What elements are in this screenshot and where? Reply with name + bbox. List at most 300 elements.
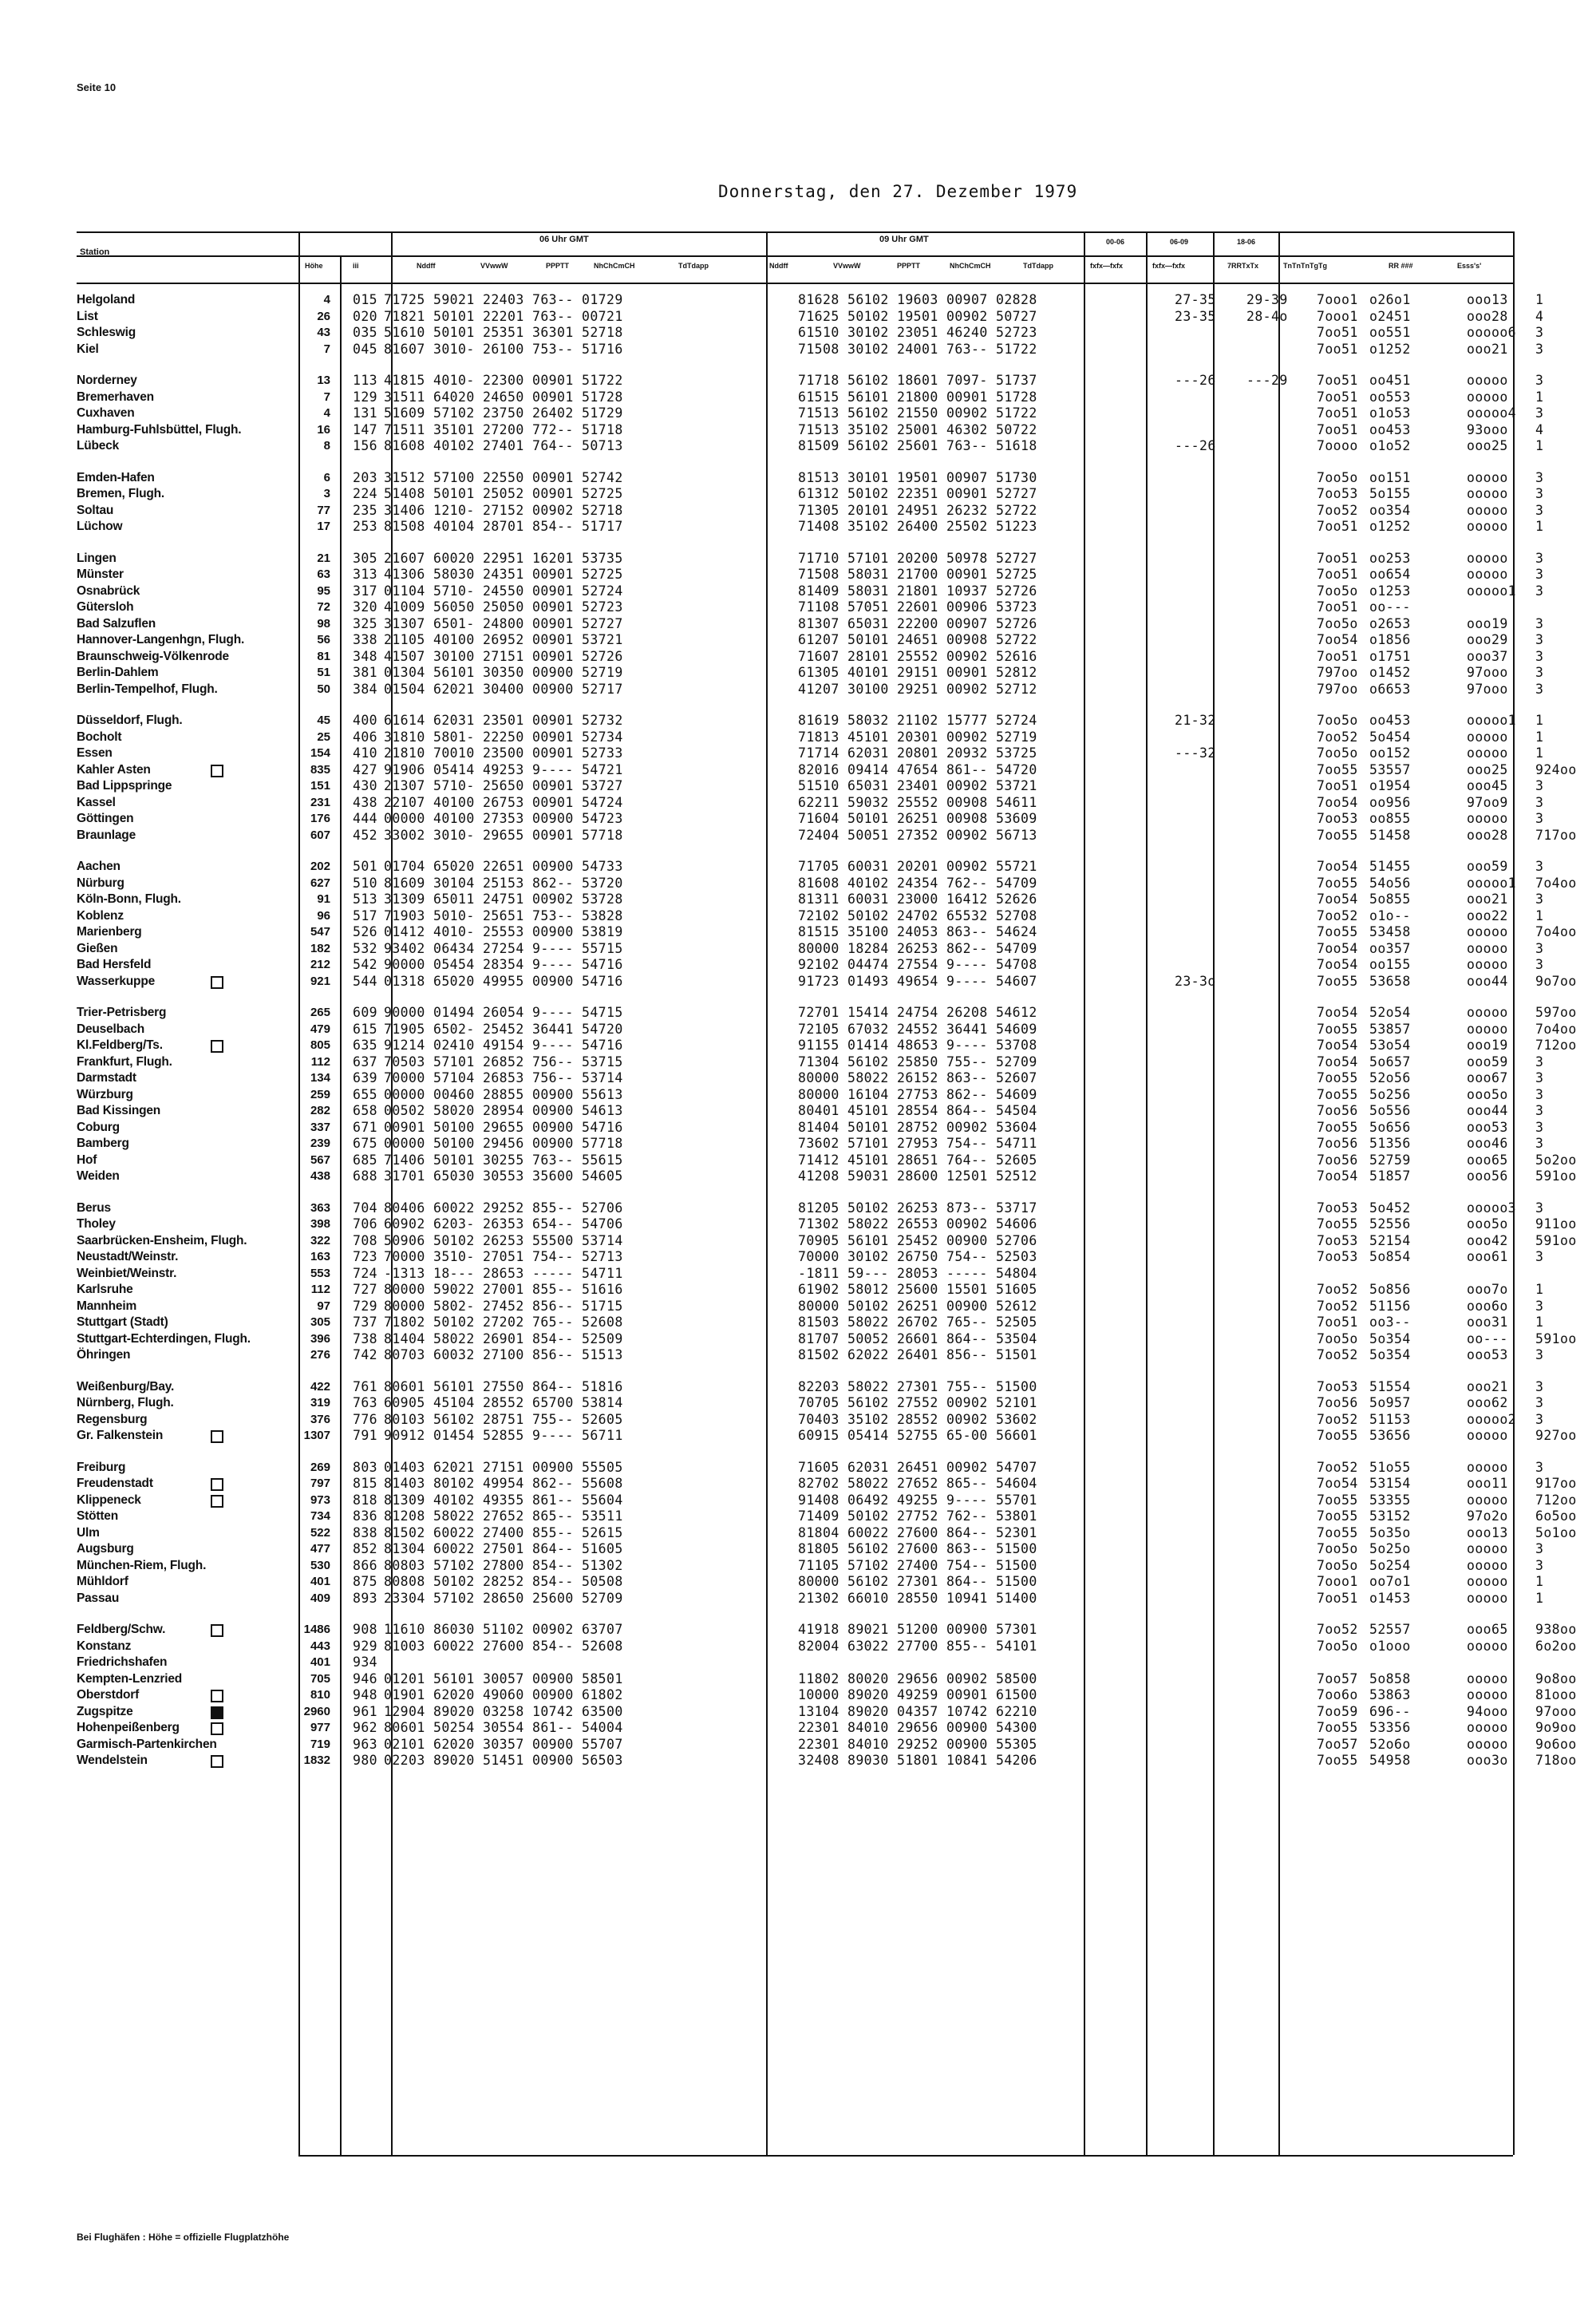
rr-value: ooo5o <box>1467 1216 1508 1232</box>
table-row <box>77 1005 1577 1022</box>
rr-18-06: 7oo5o <box>1317 1638 1358 1654</box>
rr-value: ooooo1 <box>1467 583 1517 599</box>
table-row <box>77 1330 1577 1348</box>
obs-09: 81307 65031 22200 00907 52726 <box>798 615 1037 631</box>
obs-06: 60902 6203- 26353 654-- 54706 <box>384 1216 623 1232</box>
obs-06: 00901 50100 29655 00900 54716 <box>384 1119 623 1135</box>
header-06-ppptt: PPPTT <box>546 262 570 270</box>
snow-value: 3 <box>1535 778 1544 793</box>
tn-tg: o1o53 <box>1369 405 1411 421</box>
table-row <box>77 632 1544 649</box>
table-row <box>77 1670 1577 1688</box>
obs-06: 01704 65020 22651 00900 54733 <box>384 859 623 874</box>
synop-index: 893 <box>353 1590 378 1606</box>
obs-06: 00000 50100 29456 00900 57718 <box>384 1136 623 1151</box>
tn-tg: 696-- <box>1369 1703 1411 1719</box>
rr-18-06: 7oo55 <box>1317 1086 1358 1102</box>
obs-09: 73602 57101 27953 754-- 54711 <box>798 1136 1037 1151</box>
table-row <box>77 550 1544 567</box>
rr-18-06: 7oo55 <box>1317 1216 1358 1232</box>
station-height: 401 <box>310 1575 330 1588</box>
table-row <box>77 924 1577 941</box>
rr-value: ooo21 <box>1467 892 1508 907</box>
tn-tg: 5o656 <box>1369 1119 1411 1135</box>
station-name: München-Riem, Flugh. <box>77 1558 207 1572</box>
obs-06: 71406 50101 30255 763-- 55615 <box>384 1152 623 1168</box>
fxfx-06-09: ---29 <box>1246 373 1288 388</box>
rr-18-06: 7oo52 <box>1317 1622 1358 1637</box>
snow-value: 712oo <box>1535 1492 1577 1508</box>
obs-06: 81309 40102 49355 861-- 55604 <box>384 1492 623 1508</box>
obs-06: 21607 60020 22951 16201 53735 <box>384 550 623 566</box>
station-name: Freiburg <box>77 1460 126 1474</box>
obs-09: 41918 89021 51200 00900 57301 <box>798 1622 1037 1637</box>
obs-09: 81503 58022 26702 765-- 52505 <box>798 1315 1037 1330</box>
square-icon <box>211 1495 223 1508</box>
obs-06: 80000 59022 27001 855-- 51616 <box>384 1282 623 1297</box>
obs-09: 91723 01493 49654 9---- 54607 <box>798 973 1037 989</box>
rr-18-06: 7oo57 <box>1317 1736 1358 1752</box>
obs-06: 00502 58020 28954 00900 54613 <box>384 1103 623 1118</box>
snow-value: 3 <box>1535 1347 1544 1362</box>
rr-18-06: 7oo5o <box>1317 615 1358 631</box>
station-name: Bremerhaven <box>77 389 154 404</box>
rr-18-06: 7oo52 <box>1317 1347 1358 1362</box>
synop-index: 384 <box>353 681 378 697</box>
table-row <box>77 1459 1544 1477</box>
table-row <box>77 875 1577 892</box>
snow-value: 3 <box>1535 1395 1544 1410</box>
synop-index: 688 <box>353 1168 378 1184</box>
rr-18-06: 7oo55 <box>1317 1070 1358 1085</box>
snow-value: 6o5oo <box>1535 1508 1577 1524</box>
station-height: 4 <box>323 406 330 420</box>
obs-06: 01403 62021 27151 00900 55505 <box>384 1459 623 1475</box>
rr-value: ooooo <box>1467 1459 1508 1475</box>
station-height: 282 <box>310 1104 330 1117</box>
tn-tg: oo253 <box>1369 550 1411 566</box>
obs-09: -1811 59--- 28053 ----- 54804 <box>798 1265 1037 1281</box>
obs-09: 70000 30102 26750 754-- 52503 <box>798 1249 1037 1264</box>
station-height: 3 <box>323 487 330 500</box>
snow-value: 3 <box>1535 681 1544 697</box>
rr-value: ooooo <box>1467 1670 1508 1686</box>
synop-index: 452 <box>353 827 378 843</box>
obs-06: 81003 60022 27600 854-- 52608 <box>384 1638 623 1654</box>
tn-tg: 52557 <box>1369 1622 1411 1637</box>
header-09-gmt: 09 Uhr GMT <box>879 235 929 244</box>
snow-value: 3 <box>1535 325 1544 340</box>
obs-09: 81628 56102 19603 00907 02828 <box>798 292 1037 307</box>
synop-index: 015 <box>353 292 378 307</box>
obs-09: 71605 62031 26451 00902 54707 <box>798 1459 1037 1475</box>
table-row <box>77 1216 1577 1233</box>
snow-value: 3 <box>1535 567 1544 582</box>
table-row <box>77 469 1544 487</box>
station-name: Friedrichshafen <box>77 1655 168 1669</box>
table-row <box>77 1103 1544 1120</box>
rr-18-06: 7oo53 <box>1317 1249 1358 1264</box>
snow-value: 3 <box>1535 1378 1544 1394</box>
station-height: 7 <box>323 389 330 404</box>
station-name: Norderney <box>77 374 137 387</box>
obs-09: 91408 06492 49255 9---- 55701 <box>798 1492 1037 1508</box>
station-name: Marienberg <box>77 925 142 939</box>
obs-09: 71710 57101 20200 50978 52727 <box>798 550 1037 566</box>
obs-09: 80000 58022 26152 863-- 52607 <box>798 1070 1037 1085</box>
snow-value: 3 <box>1535 486 1544 501</box>
fxfx-00-06: 23-3o <box>1175 973 1216 989</box>
obs-06: 01304 56101 30350 00900 52719 <box>384 665 623 680</box>
square-icon <box>211 1722 223 1735</box>
header-06-vvwww: VVwwW <box>480 262 508 270</box>
obs-09: 80000 50102 26251 00900 52612 <box>798 1298 1037 1314</box>
station-height: 43 <box>317 326 330 339</box>
obs-09: 81502 62022 26401 856-- 51501 <box>798 1347 1037 1362</box>
table-row <box>77 1541 1544 1558</box>
synop-index: 658 <box>353 1103 378 1118</box>
table-row <box>77 486 1544 503</box>
tn-tg: 52o56 <box>1369 1070 1411 1085</box>
rr-value: ooooo1 <box>1467 713 1517 728</box>
obs-09: 61515 56101 21800 00901 51728 <box>798 389 1037 405</box>
station-height: 797 <box>310 1477 330 1490</box>
obs-06: 90912 01454 52855 9---- 56711 <box>384 1428 623 1443</box>
station-name: Essen <box>77 746 113 760</box>
tn-tg: o2653 <box>1369 615 1411 631</box>
rr-18-06: 7oo52 <box>1317 1459 1358 1475</box>
table-row <box>77 1136 1544 1152</box>
station-name: Würzburg <box>77 1087 133 1101</box>
obs-06: 80000 5802- 27452 856-- 51715 <box>384 1298 623 1314</box>
station-height: 63 <box>317 567 330 581</box>
synop-index: 908 <box>353 1622 378 1637</box>
station-name: Stuttgart (Stadt) <box>77 1315 168 1329</box>
obs-09: 41208 59031 28600 12501 52512 <box>798 1168 1037 1184</box>
obs-06: 91214 02410 49154 9---- 54716 <box>384 1038 623 1053</box>
snow-value: 3 <box>1535 1054 1544 1069</box>
synop-index: 706 <box>353 1216 378 1232</box>
tn-tg: o1954 <box>1369 778 1411 793</box>
station-height: 269 <box>310 1460 330 1474</box>
obs-09: 81619 58032 21102 15777 52724 <box>798 713 1037 728</box>
tn-tg: 53656 <box>1369 1428 1411 1443</box>
synop-index: 963 <box>353 1736 378 1752</box>
obs-09: 81515 35100 24053 863-- 54624 <box>798 924 1037 939</box>
synop-index: 852 <box>353 1541 378 1556</box>
station-name: Berlin-Dahlem <box>77 666 159 679</box>
header-09-vvwww: VVwwW <box>833 262 861 270</box>
synop-index: 129 <box>353 389 378 405</box>
rr-value: ooo6o <box>1467 1298 1508 1314</box>
synop-index: 875 <box>353 1574 378 1589</box>
station-height: 259 <box>310 1087 330 1101</box>
tn-tg: o6653 <box>1369 681 1411 697</box>
table-row <box>77 1152 1577 1169</box>
rr-18-06: 7oo54 <box>1317 1476 1358 1491</box>
rr-18-06: 797oo <box>1317 681 1358 697</box>
tn-tg: o1253 <box>1369 583 1411 599</box>
table-row <box>77 1086 1544 1104</box>
fxfx-06-09: 28-4o <box>1246 308 1288 324</box>
synop-index: 609 <box>353 1005 378 1020</box>
rr-18-06: 797oo <box>1317 665 1358 680</box>
obs-09: 82203 58022 27301 755-- 51500 <box>798 1378 1037 1394</box>
synop-index: 803 <box>353 1459 378 1475</box>
station-name: Wasserkuppe <box>77 974 156 988</box>
table-row <box>77 1687 1577 1704</box>
station-group <box>77 1622 1577 1769</box>
rr-18-06: 7oo54 <box>1317 632 1358 647</box>
obs-06: 01901 62020 49060 00900 61802 <box>384 1687 623 1702</box>
snow-value: 3 <box>1535 1200 1544 1216</box>
tn-tg: oo155 <box>1369 957 1411 972</box>
station-name: Augsburg <box>77 1542 134 1556</box>
obs-06: 23304 57102 28650 25600 52709 <box>384 1590 623 1606</box>
snow-value: 3 <box>1535 1249 1544 1264</box>
station-height: 530 <box>310 1558 330 1572</box>
filled-square-icon <box>211 1706 223 1719</box>
obs-06: 41815 4010- 22300 00901 51722 <box>384 373 623 388</box>
synop-index: 761 <box>353 1378 378 1394</box>
station-height: 553 <box>310 1266 330 1280</box>
table-row <box>77 1298 1544 1315</box>
snow-value: 1 <box>1535 745 1544 761</box>
obs-09: 72701 15414 24754 26208 54612 <box>798 1005 1037 1020</box>
station-height: 398 <box>310 1217 330 1231</box>
obs-09: 71714 62031 20801 20932 53725 <box>798 745 1037 761</box>
obs-09: 71508 58031 21700 00901 52725 <box>798 567 1037 582</box>
station-height: 401 <box>310 1655 330 1669</box>
station-group <box>77 550 1544 698</box>
snow-value: 1 <box>1535 907 1544 923</box>
obs-09: 71513 35102 25001 46302 50722 <box>798 421 1037 437</box>
rr-18-06: 7oo54 <box>1317 1168 1358 1184</box>
tn-tg: 5o556 <box>1369 1103 1411 1118</box>
obs-09: 61305 40101 29151 00901 52812 <box>798 665 1037 680</box>
header-06-09: 06-09 <box>1170 238 1189 246</box>
obs-06: 31307 6501- 24800 00901 52727 <box>384 615 623 631</box>
station-height: 231 <box>310 795 330 809</box>
snow-value: 3 <box>1535 794 1544 810</box>
rr-18-06: 7oo55 <box>1317 875 1358 891</box>
synop-index: 791 <box>353 1428 378 1443</box>
station-height: 705 <box>310 1671 330 1686</box>
table-row <box>77 957 1544 974</box>
rr-value: ooooo <box>1467 811 1508 826</box>
station-name: Aachen <box>77 860 120 873</box>
snow-value: 3 <box>1535 550 1544 566</box>
obs-09: 71304 56102 25850 755-- 52709 <box>798 1054 1037 1069</box>
synop-index: 815 <box>353 1476 378 1491</box>
table-row <box>77 1347 1544 1364</box>
synop-index: 513 <box>353 892 378 907</box>
tn-tg: o1453 <box>1369 1590 1411 1606</box>
rr-18-06: 7oo54 <box>1317 940 1358 956</box>
obs-06: 70503 57101 26852 756-- 53715 <box>384 1054 623 1069</box>
snow-value: 3 <box>1535 1541 1544 1556</box>
rr-value: ooo44 <box>1467 1103 1508 1118</box>
station-name: Berus <box>77 1200 111 1215</box>
rr-18-06: 7oo55 <box>1317 827 1358 843</box>
synop-index: 639 <box>353 1070 378 1085</box>
synop-index: 305 <box>353 550 378 566</box>
obs-06: 93402 06434 27254 9---- 55715 <box>384 940 623 956</box>
table-row <box>77 1508 1577 1525</box>
synop-index: 320 <box>353 599 378 615</box>
station-name: Saarbrücken-Ensheim, Flugh. <box>77 1233 247 1247</box>
square-icon <box>211 1478 223 1491</box>
obs-09: 71718 56102 18601 7097- 51737 <box>798 373 1037 388</box>
snow-value: 1 <box>1535 438 1544 453</box>
station-name: Koblenz <box>77 908 124 923</box>
synop-index: 348 <box>353 648 378 664</box>
rr-value: ooo25 <box>1467 438 1508 453</box>
tn-tg: 51o55 <box>1369 1459 1411 1475</box>
snow-value: 591oo <box>1535 1232 1577 1248</box>
rr-value: ooooo2 <box>1467 1411 1517 1427</box>
obs-06: 31309 65011 24751 00902 53728 <box>384 892 623 907</box>
snow-value: 5o1oo <box>1535 1524 1577 1540</box>
station-name: Bad Kissingen <box>77 1104 161 1117</box>
synop-index: 866 <box>353 1557 378 1573</box>
header-09-nhchcmch: NhChCmCH <box>950 262 991 270</box>
station-height: 154 <box>310 746 330 760</box>
obs-06: 71903 5010- 25651 753-- 53828 <box>384 907 623 923</box>
station-height: 276 <box>310 1348 330 1362</box>
header-iii: iii <box>353 262 359 270</box>
rr-18-06: 7oo55 <box>1317 761 1358 777</box>
page-date: Donnerstag, den 27. Dezember 1979 <box>718 182 1078 201</box>
synop-index: 737 <box>353 1315 378 1330</box>
snow-value: 3 <box>1535 1086 1544 1102</box>
snow-value: 3 <box>1535 405 1544 421</box>
synop-index: 962 <box>353 1720 378 1735</box>
rr-value: ooo67 <box>1467 1070 1508 1085</box>
station-name: Deuselbach <box>77 1022 145 1036</box>
rr-18-06: 7oo55 <box>1317 1021 1358 1037</box>
obs-06: 71725 59021 22403 763-- 01729 <box>384 292 623 307</box>
rr-18-06: 7oo55 <box>1317 973 1358 989</box>
snow-value: 3 <box>1535 1411 1544 1427</box>
table-row <box>77 405 1544 422</box>
station-name: Hannover-Langenhgn, Flugh. <box>77 633 245 646</box>
tn-tg: 5o454 <box>1369 729 1411 745</box>
station-height: 322 <box>310 1233 330 1247</box>
station-height: 376 <box>310 1412 330 1426</box>
obs-09: 80000 18284 26253 862-- 54709 <box>798 940 1037 956</box>
rr-18-06: 7oo52 <box>1317 1282 1358 1297</box>
tn-tg: 53863 <box>1369 1687 1411 1702</box>
rr-value: ooooo <box>1467 486 1508 501</box>
tn-tg: 5o855 <box>1369 892 1411 907</box>
header-06-tdtdapp: TdTdapp <box>678 262 709 270</box>
rr-value: ooo13 <box>1467 292 1508 307</box>
station-height: 2960 <box>303 1704 330 1718</box>
tn-tg: oo553 <box>1369 389 1411 405</box>
synop-index: 948 <box>353 1687 378 1702</box>
rr-18-06: 7oo51 <box>1317 325 1358 340</box>
obs-09: 81513 30101 19501 00907 51730 <box>798 469 1037 485</box>
rr-value: ooo11 <box>1467 1476 1508 1491</box>
rr-value: 93ooo <box>1467 421 1508 437</box>
obs-09: 91155 01414 48653 9---- 53708 <box>798 1038 1037 1053</box>
rr-18-06: 7oo55 <box>1317 1119 1358 1135</box>
table-row <box>77 438 1544 455</box>
obs-09: 21302 66010 28550 10941 51400 <box>798 1590 1037 1606</box>
rr-18-06: 7oo54 <box>1317 859 1358 874</box>
tn-tg: 53152 <box>1369 1508 1411 1524</box>
tn-tg: 52o6o <box>1369 1736 1411 1752</box>
rr-18-06: 7oo56 <box>1317 1136 1358 1151</box>
rr-value: ooo3o <box>1467 1753 1508 1768</box>
tn-tg: 5o858 <box>1369 1670 1411 1686</box>
synop-index: 738 <box>353 1330 378 1346</box>
rr-value: 94ooo <box>1467 1703 1508 1719</box>
rr-18-06: 7ooo1 <box>1317 308 1358 324</box>
obs-09: 61312 50102 22351 00901 52727 <box>798 486 1037 501</box>
synop-index: 776 <box>353 1411 378 1427</box>
snow-value: 3 <box>1535 583 1544 599</box>
table-row <box>77 1315 1544 1331</box>
rr-18-06: 7oo5o <box>1317 1557 1358 1573</box>
table-row <box>77 583 1544 600</box>
synop-index: 671 <box>353 1119 378 1135</box>
table-row <box>77 859 1544 876</box>
rr-18-06: 7oo54 <box>1317 1038 1358 1053</box>
synop-index: 510 <box>353 875 378 891</box>
tn-tg: o1o52 <box>1369 438 1411 453</box>
station-name: Hamburg-Fuhlsbüttel, Flugh. <box>77 422 242 437</box>
station-name: Düsseldorf, Flugh. <box>77 714 183 727</box>
rr-18-06: 7oo51 <box>1317 1315 1358 1330</box>
table-row <box>77 567 1544 583</box>
station-name: Lingen <box>77 551 117 565</box>
station-name: Wendelstein <box>77 1753 148 1767</box>
rr-18-06: 7oo51 <box>1317 373 1358 388</box>
obs-06: 81502 60022 27400 855-- 52615 <box>384 1524 623 1540</box>
obs-09: 70403 35102 28552 00902 53602 <box>798 1411 1037 1427</box>
synop-index: 946 <box>353 1670 378 1686</box>
station-height: 363 <box>310 1200 330 1215</box>
station-height: 51 <box>317 666 330 679</box>
obs-09: 80000 16104 27753 862-- 54609 <box>798 1086 1037 1102</box>
rr-value: ooooo <box>1467 1736 1508 1752</box>
table-row <box>77 1524 1577 1542</box>
table-row <box>77 292 1544 309</box>
obs-06: 00000 40100 27353 00900 54723 <box>384 811 623 826</box>
snow-value: 4 <box>1535 421 1544 437</box>
station-name: Bamberg <box>77 1137 129 1150</box>
synop-index: 020 <box>353 308 378 324</box>
tn-tg: 5o354 <box>1369 1347 1411 1362</box>
snow-value: 3 <box>1535 1119 1544 1135</box>
snow-value: 3 <box>1535 892 1544 907</box>
table-row <box>77 1411 1544 1429</box>
station-height: 95 <box>317 583 330 598</box>
station-name: Soltau <box>77 503 114 517</box>
station-height: 409 <box>310 1591 330 1605</box>
obs-06: 01318 65020 49955 00900 54716 <box>384 973 623 989</box>
station-name: Passau <box>77 1591 120 1605</box>
tn-tg: 53458 <box>1369 924 1411 939</box>
tn-tg: 52759 <box>1369 1152 1411 1168</box>
rr-value: ooooo <box>1467 957 1508 972</box>
rr-value: ooooo <box>1467 519 1508 534</box>
header-esss: Esss's' <box>1457 262 1482 270</box>
rr-value: oo--- <box>1467 1330 1508 1346</box>
station-name: Mühldorf <box>77 1575 128 1588</box>
